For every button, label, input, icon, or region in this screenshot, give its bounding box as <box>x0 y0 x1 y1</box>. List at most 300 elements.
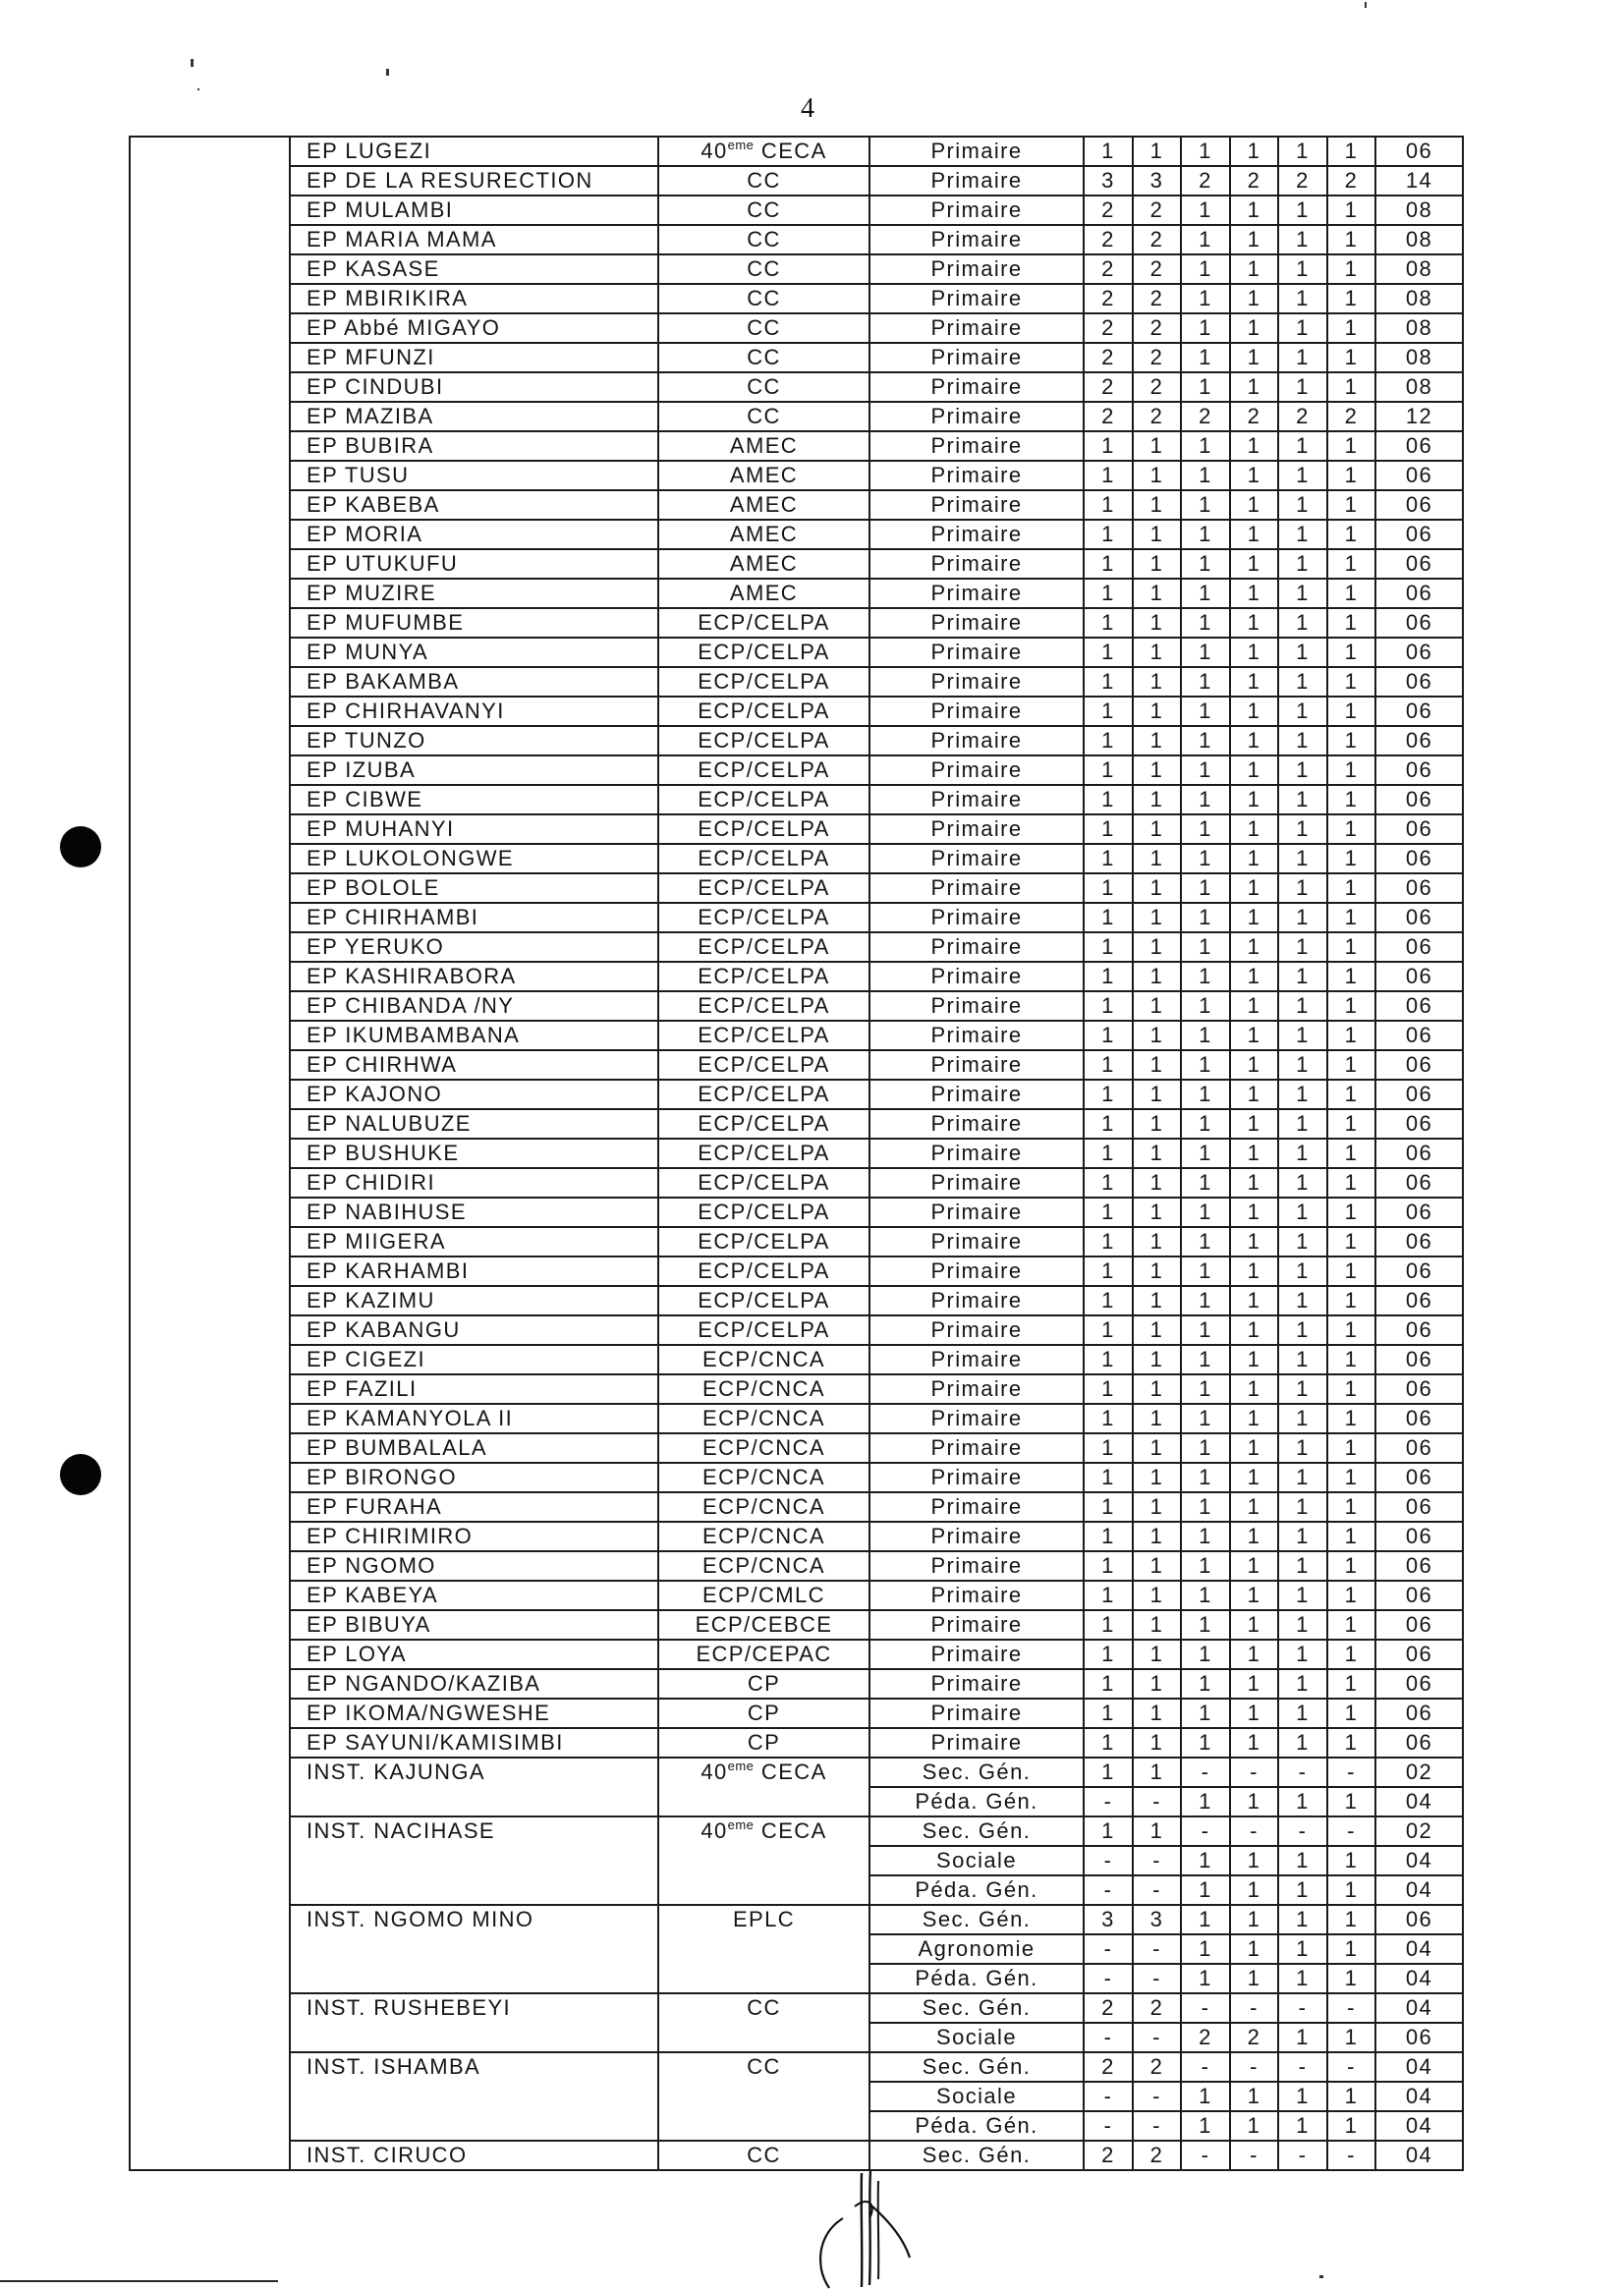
count-cell: 1 <box>1230 1787 1278 1816</box>
school-name-cell: EP MARIA MAMA <box>290 225 658 254</box>
affiliation-cell: ECP/CELPA <box>658 697 869 726</box>
affiliation-cell: ECP/CMLC <box>658 1581 869 1610</box>
count-cell: 1 <box>1181 814 1230 844</box>
count-cell: 1 <box>1181 1463 1230 1492</box>
signature-mark <box>806 2167 924 2289</box>
count-cell: 1 <box>1278 1315 1327 1345</box>
count-cell: 1 <box>1181 1315 1230 1345</box>
table-row <box>130 461 1463 490</box>
table-row <box>130 1551 1463 1581</box>
count-cell: 1 <box>1181 1286 1230 1315</box>
affiliation-cell: AMEC <box>658 579 869 608</box>
table-row <box>130 372 1463 402</box>
count-cell: 1 <box>1181 225 1230 254</box>
school-name-cell: EP CHIBANDA /NY <box>290 991 658 1021</box>
count-cell: 2 <box>1181 402 1230 431</box>
count-cell: 1 <box>1133 1728 1181 1758</box>
count-cell: 2 <box>1133 402 1181 431</box>
school-name-cell: EP MBIRIKIRA <box>290 284 658 313</box>
count-cell: 1 <box>1230 932 1278 962</box>
section-cell: Sec. Gén. <box>869 2052 1084 2082</box>
section-cell: Primaire <box>869 667 1084 697</box>
count-cell: 1 <box>1230 1374 1278 1404</box>
count-cell: 1 <box>1230 755 1278 785</box>
count-cell: 3 <box>1084 1905 1133 1934</box>
section-cell: Sociale <box>869 2082 1084 2111</box>
count-cell: 1 <box>1181 932 1230 962</box>
count-cell: 1 <box>1230 490 1278 520</box>
count-cell: 1 <box>1278 225 1327 254</box>
affiliation-cell: AMEC <box>658 431 869 461</box>
count-cell: 1 <box>1230 1139 1278 1168</box>
count-cell: 1 <box>1084 1109 1133 1139</box>
total-cell: 04 <box>1375 1993 1463 2023</box>
table-row <box>130 402 1463 431</box>
school-name-cell: EP BUSHUKE <box>290 1139 658 1168</box>
count-cell: 1 <box>1133 1139 1181 1168</box>
count-cell: 1 <box>1278 1374 1327 1404</box>
count-cell: 1 <box>1084 667 1133 697</box>
table-row <box>130 1198 1463 1227</box>
section-cell: Sociale <box>869 2023 1084 2052</box>
count-cell: 1 <box>1278 579 1327 608</box>
count-cell: 1 <box>1278 726 1327 755</box>
count-cell: - <box>1133 2023 1181 2052</box>
count-cell: 1 <box>1181 903 1230 932</box>
table-row <box>130 726 1463 755</box>
count-cell: 1 <box>1133 1168 1181 1198</box>
count-cell: 2 <box>1084 1993 1133 2023</box>
section-cell: Primaire <box>869 1345 1084 1374</box>
count-cell: - <box>1133 1846 1181 1875</box>
count-cell: 2 <box>1230 402 1278 431</box>
count-cell: 1 <box>1278 2111 1327 2141</box>
count-cell: 1 <box>1327 932 1375 962</box>
count-cell: 1 <box>1084 903 1133 932</box>
count-cell: - <box>1133 1964 1181 1993</box>
count-cell: 2 <box>1230 166 1278 195</box>
table-body <box>130 137 1463 2170</box>
school-name-cell: EP MAZIBA <box>290 402 658 431</box>
affiliation-cell: CC <box>658 402 869 431</box>
count-cell: - <box>1278 1758 1327 1787</box>
table-row <box>130 844 1463 873</box>
count-cell: 1 <box>1327 1345 1375 1374</box>
scan-edge-line <box>0 2280 278 2282</box>
school-name-cell: EP KAJONO <box>290 1080 658 1109</box>
count-cell: 1 <box>1327 1021 1375 1050</box>
count-cell: 1 <box>1230 2111 1278 2141</box>
count-cell: 1 <box>1133 1227 1181 1257</box>
count-cell: 1 <box>1230 313 1278 343</box>
total-cell: 08 <box>1375 313 1463 343</box>
total-cell: 06 <box>1375 1581 1463 1610</box>
table-row <box>130 1109 1463 1139</box>
section-cell: Sec. Gén. <box>869 1993 1084 2023</box>
table-row <box>130 1345 1463 1374</box>
table-row <box>130 284 1463 313</box>
count-cell: 1 <box>1327 461 1375 490</box>
affiliation-cell: AMEC <box>658 549 869 579</box>
total-cell: 04 <box>1375 1875 1463 1905</box>
count-cell: 1 <box>1278 549 1327 579</box>
count-cell: 1 <box>1278 1551 1327 1581</box>
count-cell: 1 <box>1327 520 1375 549</box>
total-cell: 08 <box>1375 343 1463 372</box>
section-cell: Primaire <box>869 844 1084 873</box>
count-cell: 1 <box>1133 1758 1181 1787</box>
table-row <box>130 2052 1463 2082</box>
school-name-cell: INST. RUSHEBEYI <box>290 1993 658 2052</box>
count-cell: 1 <box>1230 431 1278 461</box>
section-cell: Primaire <box>869 1374 1084 1404</box>
count-cell: 1 <box>1327 2082 1375 2111</box>
count-cell: 1 <box>1278 755 1327 785</box>
count-cell: 1 <box>1278 1139 1327 1168</box>
total-cell: 06 <box>1375 1168 1463 1198</box>
count-cell: 1 <box>1327 1492 1375 1522</box>
count-cell: 1 <box>1133 1551 1181 1581</box>
school-name-cell: INST. KAJUNGA <box>290 1758 658 1816</box>
school-name-cell: EP UTUKUFU <box>290 549 658 579</box>
table-row <box>130 1404 1463 1433</box>
total-cell: 14 <box>1375 166 1463 195</box>
affiliation-cell: CC <box>658 225 869 254</box>
section-cell: Primaire <box>869 1463 1084 1492</box>
count-cell: 1 <box>1278 1050 1327 1080</box>
table-row <box>130 520 1463 549</box>
count-cell: 2 <box>1084 254 1133 284</box>
count-cell: 1 <box>1181 608 1230 638</box>
count-cell: 1 <box>1278 1964 1327 1993</box>
count-cell: 1 <box>1230 1050 1278 1080</box>
count-cell: 1 <box>1133 461 1181 490</box>
count-cell: 1 <box>1230 1227 1278 1257</box>
count-cell: 1 <box>1084 932 1133 962</box>
school-name-cell: EP LOYA <box>290 1640 658 1669</box>
count-cell: 1 <box>1084 137 1133 166</box>
affiliation-cell: AMEC <box>658 461 869 490</box>
school-name-cell: EP NABIHUSE <box>290 1198 658 1227</box>
section-cell: Primaire <box>869 1168 1084 1198</box>
count-cell: 1 <box>1327 1610 1375 1640</box>
total-cell: 06 <box>1375 697 1463 726</box>
school-name-cell: INST. CIRUCO <box>290 2141 658 2170</box>
total-cell: 06 <box>1375 1286 1463 1315</box>
affiliation-cell: ECP/CELPA <box>658 726 869 755</box>
affiliation-cell: ECP/CELPA <box>658 1021 869 1050</box>
total-cell: 06 <box>1375 1551 1463 1581</box>
count-cell: 1 <box>1327 1551 1375 1581</box>
table-row <box>130 1315 1463 1345</box>
count-cell: - <box>1230 1758 1278 1787</box>
section-cell: Primaire <box>869 814 1084 844</box>
table-row <box>130 1257 1463 1286</box>
school-name-cell: EP CIGEZI <box>290 1345 658 1374</box>
total-cell: 06 <box>1375 1728 1463 1758</box>
count-cell: 2 <box>1084 225 1133 254</box>
count-cell: 1 <box>1278 991 1327 1021</box>
count-cell: 1 <box>1327 1404 1375 1433</box>
count-cell: 1 <box>1133 755 1181 785</box>
school-name-cell: EP KAZIMU <box>290 1286 658 1315</box>
count-cell: 1 <box>1181 520 1230 549</box>
affiliation-cell: CP <box>658 1728 869 1758</box>
section-cell: Primaire <box>869 1109 1084 1139</box>
school-name-cell: EP Abbé MIGAYO <box>290 313 658 343</box>
count-cell: 1 <box>1327 1139 1375 1168</box>
count-cell: 1 <box>1327 1934 1375 1964</box>
total-cell: 06 <box>1375 608 1463 638</box>
school-name-cell: EP DE LA RESURECTION <box>290 166 658 195</box>
count-cell: 1 <box>1278 1640 1327 1669</box>
count-cell: 1 <box>1230 638 1278 667</box>
count-cell: 1 <box>1278 2023 1327 2052</box>
count-cell: 1 <box>1084 1816 1133 1846</box>
count-cell: 1 <box>1181 1404 1230 1433</box>
count-cell: - <box>1084 2082 1133 2111</box>
count-cell: - <box>1327 1758 1375 1787</box>
section-cell: Primaire <box>869 195 1084 225</box>
count-cell: 2 <box>1133 2052 1181 2082</box>
count-cell: 1 <box>1133 490 1181 520</box>
scan-speck <box>1319 2275 1323 2278</box>
count-cell: 1 <box>1278 1021 1327 1050</box>
affiliation-cell: ECP/CELPA <box>658 962 869 991</box>
count-cell: 1 <box>1084 461 1133 490</box>
table-row <box>130 1905 1463 1934</box>
count-cell: 1 <box>1181 1875 1230 1905</box>
school-name-cell: EP NGOMO <box>290 1551 658 1581</box>
school-name-cell: EP IZUBA <box>290 755 658 785</box>
count-cell: 1 <box>1230 2082 1278 2111</box>
count-cell: 1 <box>1278 284 1327 313</box>
count-cell: 1 <box>1181 962 1230 991</box>
count-cell: 1 <box>1084 1021 1133 1050</box>
section-cell: Primaire <box>869 873 1084 903</box>
total-cell: 08 <box>1375 254 1463 284</box>
affiliation-cell: ECP/CNCA <box>658 1433 869 1463</box>
count-cell: 1 <box>1327 1669 1375 1699</box>
count-cell: 1 <box>1084 697 1133 726</box>
count-cell: 1 <box>1133 1433 1181 1463</box>
school-name-cell: EP BUBIRA <box>290 431 658 461</box>
total-cell: 04 <box>1375 1787 1463 1816</box>
count-cell: 1 <box>1327 225 1375 254</box>
affiliation-cell: ECP/CELPA <box>658 755 869 785</box>
section-cell: Primaire <box>869 343 1084 372</box>
total-cell: 06 <box>1375 1492 1463 1522</box>
affiliation-cell: ECP/CELPA <box>658 1198 869 1227</box>
count-cell: 1 <box>1230 991 1278 1021</box>
table-row <box>130 1080 1463 1109</box>
scan-speck <box>197 88 199 90</box>
count-cell: 1 <box>1181 137 1230 166</box>
count-cell: 1 <box>1181 2111 1230 2141</box>
count-cell: - <box>1181 1993 1230 2023</box>
count-cell: 2 <box>1181 2023 1230 2052</box>
count-cell: 1 <box>1278 137 1327 166</box>
count-cell: - <box>1230 2052 1278 2082</box>
affiliation-cell: ECP/CELPA <box>658 1286 869 1315</box>
count-cell: 1 <box>1181 1433 1230 1463</box>
section-cell: Primaire <box>869 755 1084 785</box>
count-cell: 1 <box>1181 873 1230 903</box>
count-cell: 1 <box>1181 1109 1230 1139</box>
count-cell: 1 <box>1181 1522 1230 1551</box>
ordinal-suffix: eme <box>727 1759 755 1773</box>
count-cell: 1 <box>1084 1699 1133 1728</box>
count-cell: 1 <box>1133 1699 1181 1728</box>
table-row <box>130 254 1463 284</box>
count-cell: 1 <box>1133 1669 1181 1699</box>
count-cell: - <box>1181 1816 1230 1846</box>
count-cell: 1 <box>1133 579 1181 608</box>
affiliation-cell: ECP/CNCA <box>658 1522 869 1551</box>
count-cell: 1 <box>1084 608 1133 638</box>
count-cell: 1 <box>1084 1404 1133 1433</box>
section-cell: Sec. Gén. <box>869 2141 1084 2170</box>
count-cell: 1 <box>1327 195 1375 225</box>
count-cell: 1 <box>1327 1640 1375 1669</box>
table-row <box>130 991 1463 1021</box>
school-name-cell: EP MULAMBI <box>290 195 658 225</box>
count-cell: 2 <box>1133 343 1181 372</box>
count-cell: 1 <box>1181 667 1230 697</box>
table-row <box>130 608 1463 638</box>
count-cell: 1 <box>1230 1610 1278 1640</box>
count-cell: 1 <box>1133 814 1181 844</box>
count-cell: 1 <box>1181 697 1230 726</box>
count-cell: 2 <box>1133 284 1181 313</box>
count-cell: 1 <box>1327 1581 1375 1610</box>
affiliation-cell: ECP/CELPA <box>658 667 869 697</box>
count-cell: - <box>1278 1816 1327 1846</box>
affiliation-cell: AMEC <box>658 490 869 520</box>
count-cell: 1 <box>1084 431 1133 461</box>
table-row <box>130 1993 1463 2023</box>
section-cell: Agronomie <box>869 1934 1084 1964</box>
count-cell: 1 <box>1278 372 1327 402</box>
school-name-cell: EP KASHIRABORA <box>290 962 658 991</box>
total-cell: 04 <box>1375 1964 1463 1993</box>
affiliation-cell: ECP/CELPA <box>658 1080 869 1109</box>
count-cell: 1 <box>1278 1168 1327 1198</box>
count-cell: - <box>1133 1787 1181 1816</box>
total-cell: 06 <box>1375 461 1463 490</box>
count-cell: 1 <box>1327 1257 1375 1286</box>
count-cell: 1 <box>1230 1257 1278 1286</box>
count-cell: 1 <box>1327 1964 1375 1993</box>
affiliation-cell: CC <box>658 1993 869 2052</box>
count-cell: 1 <box>1230 461 1278 490</box>
count-cell: 1 <box>1327 579 1375 608</box>
count-cell: 1 <box>1084 1669 1133 1699</box>
count-cell: - <box>1084 1846 1133 1875</box>
school-name-cell: EP BIBUYA <box>290 1610 658 1640</box>
table-row <box>130 903 1463 932</box>
total-cell: 06 <box>1375 903 1463 932</box>
section-cell: Primaire <box>869 1315 1084 1345</box>
count-cell: 1 <box>1327 1168 1375 1198</box>
count-cell: 1 <box>1133 1640 1181 1669</box>
count-cell: 1 <box>1133 1345 1181 1374</box>
count-cell: 1 <box>1181 2082 1230 2111</box>
table-row <box>130 667 1463 697</box>
total-cell: 12 <box>1375 402 1463 431</box>
count-cell: - <box>1084 2111 1133 2141</box>
count-cell: 1 <box>1327 313 1375 343</box>
total-cell: 06 <box>1375 1139 1463 1168</box>
affiliation-cell: AMEC <box>658 520 869 549</box>
count-cell: 1 <box>1327 254 1375 284</box>
count-cell: 1 <box>1133 638 1181 667</box>
count-cell: 1 <box>1230 1433 1278 1463</box>
count-cell: 1 <box>1181 1139 1230 1168</box>
count-cell: 1 <box>1230 1522 1278 1551</box>
affiliation-cell: CP <box>658 1699 869 1728</box>
ordinal-suffix: eme <box>727 138 755 152</box>
section-cell: Péda. Gén. <box>869 1787 1084 1816</box>
table-row <box>130 1492 1463 1522</box>
school-name-cell: EP FURAHA <box>290 1492 658 1522</box>
table-row <box>130 1050 1463 1080</box>
count-cell: 1 <box>1327 490 1375 520</box>
count-cell: - <box>1181 1758 1230 1787</box>
count-cell: 1 <box>1278 431 1327 461</box>
school-name-cell: EP BUMBALALA <box>290 1433 658 1463</box>
count-cell: 1 <box>1230 284 1278 313</box>
count-cell: 1 <box>1133 1257 1181 1286</box>
affiliation-cell: ECP/CELPA <box>658 873 869 903</box>
count-cell: 1 <box>1278 608 1327 638</box>
count-cell: 1 <box>1181 284 1230 313</box>
section-cell: Primaire <box>869 903 1084 932</box>
section-cell: Primaire <box>869 1610 1084 1640</box>
count-cell: 1 <box>1181 1050 1230 1080</box>
count-cell: 1 <box>1327 372 1375 402</box>
count-cell: 2 <box>1084 402 1133 431</box>
school-name-cell: INST. NGOMO MINO <box>290 1905 658 1993</box>
count-cell: 1 <box>1278 814 1327 844</box>
section-cell: Péda. Gén. <box>869 1964 1084 1993</box>
section-cell: Primaire <box>869 1433 1084 1463</box>
count-cell: 1 <box>1084 1374 1133 1404</box>
section-cell: Primaire <box>869 461 1084 490</box>
total-cell: 04 <box>1375 2052 1463 2082</box>
count-cell: 1 <box>1133 697 1181 726</box>
count-cell: 1 <box>1327 1315 1375 1345</box>
count-cell: 1 <box>1084 1050 1133 1080</box>
count-cell: 1 <box>1084 1433 1133 1463</box>
count-cell: 1 <box>1327 814 1375 844</box>
count-cell: 1 <box>1084 549 1133 579</box>
total-cell: 06 <box>1375 785 1463 814</box>
affiliation-cell: ECP/CELPA <box>658 638 869 667</box>
count-cell: 1 <box>1181 1080 1230 1109</box>
total-cell: 06 <box>1375 667 1463 697</box>
table-row <box>130 785 1463 814</box>
count-cell: 1 <box>1230 1640 1278 1669</box>
count-cell: 1 <box>1278 785 1327 814</box>
count-cell: 1 <box>1278 1286 1327 1315</box>
affiliation-cell: CC <box>658 372 869 402</box>
count-cell: 1 <box>1327 991 1375 1021</box>
count-cell: 1 <box>1278 195 1327 225</box>
count-cell: 1 <box>1230 254 1278 284</box>
section-cell: Primaire <box>869 372 1084 402</box>
table-row <box>130 638 1463 667</box>
